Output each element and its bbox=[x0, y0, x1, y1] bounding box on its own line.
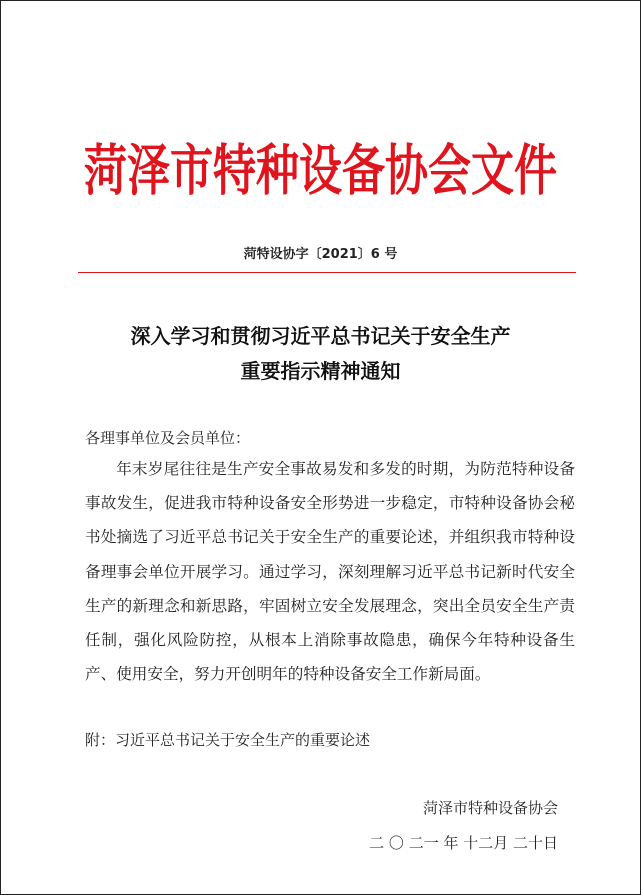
attachment-note: 附：习近平总书记关于安全生产的重要论述 bbox=[85, 731, 371, 749]
notice-title-line-2: 重要指示精神通知 bbox=[240, 359, 401, 383]
salutation: 各理事单位及会员单位： bbox=[85, 429, 251, 447]
red-divider-line bbox=[78, 272, 576, 273]
signature-organization: 菏泽市特种设备协会 bbox=[422, 799, 558, 817]
signature-date: 二 〇 二一 年 十二月 二十日 bbox=[369, 834, 558, 852]
document-header-title: 菏泽市特种设备协会文件 bbox=[84, 139, 557, 204]
notice-title-line-1: 深入学习和贯彻习近平总书记关于安全生产 bbox=[130, 324, 511, 348]
document-number: 菏特设协字〔2021〕6 号 bbox=[243, 247, 398, 262]
body-paragraph: 年末岁尾往往是生产安全事故易发和多发的时期，为防范特种设备事故发生，促进我市特种设备安全形势进一步稳定，市特种设备协会秘书处摘选了习近平总书记关于安全生产的重要论述，并组织我市特种设备理事会单位开展学习。通过学习，深刻理解习近平总书记新时代安全生产的新理念和新思路，牢固树立安全发展理念，突出全员安全生产责任制，强化风险防控，从根本上消除事故隐患，确保今年特种设备生产、使用安全，努力开创明年的特种设备安全工作新局面。 bbox=[85, 460, 575, 684]
